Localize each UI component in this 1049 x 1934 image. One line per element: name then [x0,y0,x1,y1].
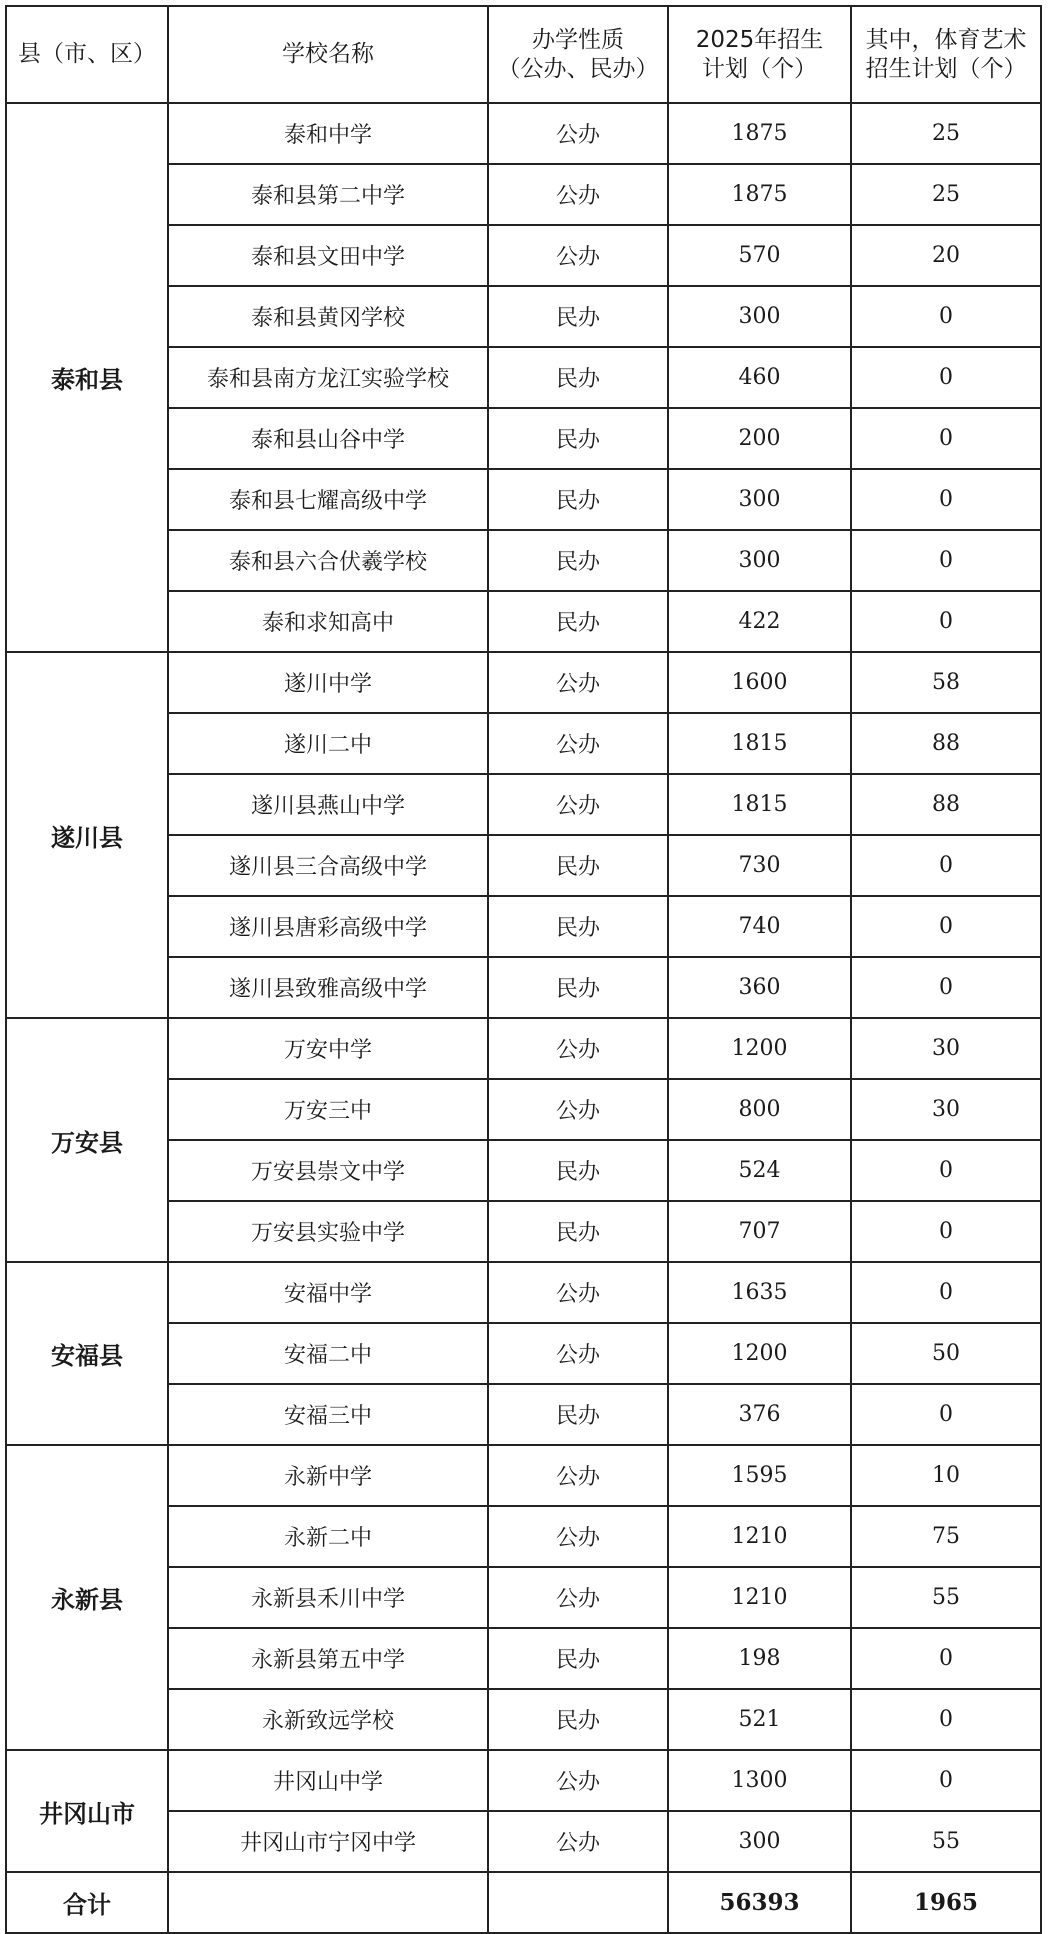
school-nature: 民办 [488,835,668,896]
arts-plan: 0 [851,1750,1041,1811]
school-name: 泰和县六合伏羲学校 [168,530,488,591]
school-name: 遂川县燕山中学 [168,774,488,835]
school-name: 井冈山市宁冈中学 [168,1811,488,1872]
county-name: 安福县 [6,1262,168,1445]
arts-plan: 0 [851,1201,1041,1262]
school-nature: 公办 [488,774,668,835]
arts-plan: 55 [851,1811,1041,1872]
total-label: 合计 [6,1872,168,1933]
county-name: 永新县 [6,1445,168,1750]
enrollment-plan: 570 [668,225,851,286]
arts-plan: 88 [851,713,1041,774]
arts-plan: 55 [851,1567,1041,1628]
enrollment-plan: 300 [668,469,851,530]
enrollment-plan: 1595 [668,1445,851,1506]
table-row [6,103,1041,164]
arts-plan: 30 [851,1079,1041,1140]
school-name: 万安县实验中学 [168,1201,488,1262]
table-body [6,103,1041,1933]
county-name: 遂川县 [6,652,168,1018]
school-name: 遂川县致雅高级中学 [168,957,488,1018]
arts-plan: 0 [851,1689,1041,1750]
enrollment-plan: 730 [668,835,851,896]
header-school: 学校名称 [168,6,488,103]
school-nature: 民办 [488,1201,668,1262]
school-name: 泰和县文田中学 [168,225,488,286]
school-name: 泰和县黄冈学校 [168,286,488,347]
arts-plan: 0 [851,591,1041,652]
enrollment-plan: 740 [668,896,851,957]
school-name: 遂川二中 [168,713,488,774]
school-nature: 民办 [488,1689,668,1750]
enrollment-plan-table [5,5,1042,1934]
enrollment-plan: 1815 [668,713,851,774]
arts-plan: 25 [851,103,1041,164]
enrollment-plan: 460 [668,347,851,408]
enrollment-plan: 1200 [668,1018,851,1079]
table-row [6,1445,1041,1506]
school-nature: 公办 [488,1567,668,1628]
arts-plan: 75 [851,1506,1041,1567]
school-name: 泰和县山谷中学 [168,408,488,469]
school-nature: 民办 [488,286,668,347]
enrollment-plan: 524 [668,1140,851,1201]
school-name: 泰和求知高中 [168,591,488,652]
enrollment-plan: 300 [668,286,851,347]
total-plan: 56393 [668,1872,851,1933]
school-name: 永新二中 [168,1506,488,1567]
school-name: 永新致远学校 [168,1689,488,1750]
school-nature: 公办 [488,1811,668,1872]
header-arts: 其中，体育艺术 招生计划（个） [851,6,1041,103]
table-row [6,1750,1041,1811]
arts-plan: 0 [851,408,1041,469]
total-arts: 1965 [851,1872,1041,1933]
school-name: 万安三中 [168,1079,488,1140]
school-name: 泰和县南方龙江实验学校 [168,347,488,408]
school-nature: 公办 [488,103,668,164]
school-name: 永新县禾川中学 [168,1567,488,1628]
school-name: 遂川中学 [168,652,488,713]
header-nature: 办学性质 （公办、民办） [488,6,668,103]
school-name: 永新县第五中学 [168,1628,488,1689]
header-county: 县（市、区） [6,6,168,103]
enrollment-plan: 1635 [668,1262,851,1323]
school-name: 泰和中学 [168,103,488,164]
school-name: 泰和县七耀高级中学 [168,469,488,530]
school-nature: 公办 [488,1445,668,1506]
arts-plan: 0 [851,1140,1041,1201]
enrollment-plan: 198 [668,1628,851,1689]
total-nature-cell [488,1872,668,1933]
school-nature: 公办 [488,1262,668,1323]
enrollment-plan: 1200 [668,1323,851,1384]
arts-plan: 0 [851,1628,1041,1689]
arts-plan: 25 [851,164,1041,225]
school-nature: 公办 [488,164,668,225]
school-nature: 民办 [488,347,668,408]
school-nature: 民办 [488,1384,668,1445]
enrollment-plan: 200 [668,408,851,469]
school-nature: 民办 [488,1628,668,1689]
school-nature: 公办 [488,1018,668,1079]
school-name: 永新中学 [168,1445,488,1506]
arts-plan: 0 [851,286,1041,347]
enrollment-plan: 300 [668,530,851,591]
arts-plan: 88 [851,774,1041,835]
school-nature: 公办 [488,1506,668,1567]
school-nature: 民办 [488,957,668,1018]
school-name: 井冈山中学 [168,1750,488,1811]
table-row [6,652,1041,713]
total-school-cell [168,1872,488,1933]
school-nature: 公办 [488,652,668,713]
county-name: 万安县 [6,1018,168,1262]
school-nature: 民办 [488,469,668,530]
school-nature: 公办 [488,1750,668,1811]
school-nature: 民办 [488,408,668,469]
county-name: 井冈山市 [6,1750,168,1872]
school-nature: 民办 [488,1140,668,1201]
enrollment-plan: 707 [668,1201,851,1262]
enrollment-plan: 300 [668,1811,851,1872]
arts-plan: 58 [851,652,1041,713]
total-row [6,1872,1041,1933]
enrollment-plan: 1600 [668,652,851,713]
enrollment-plan: 1815 [668,774,851,835]
arts-plan: 30 [851,1018,1041,1079]
arts-plan: 0 [851,530,1041,591]
enrollment-plan: 1875 [668,164,851,225]
header-plan: 2025年招生 计划（个） [668,6,851,103]
school-name: 万安中学 [168,1018,488,1079]
arts-plan: 0 [851,896,1041,957]
header-row [6,6,1041,103]
school-nature: 公办 [488,713,668,774]
table-row [6,1262,1041,1323]
enrollment-plan: 1875 [668,103,851,164]
enrollment-plan: 422 [668,591,851,652]
school-name: 安福三中 [168,1384,488,1445]
arts-plan: 20 [851,225,1041,286]
school-nature: 民办 [488,530,668,591]
school-nature: 公办 [488,1079,668,1140]
arts-plan: 10 [851,1445,1041,1506]
arts-plan: 0 [851,469,1041,530]
enrollment-plan: 1210 [668,1567,851,1628]
school-name: 安福中学 [168,1262,488,1323]
school-nature: 民办 [488,591,668,652]
arts-plan: 0 [851,347,1041,408]
school-nature: 公办 [488,1323,668,1384]
school-nature: 民办 [488,896,668,957]
enrollment-plan: 1300 [668,1750,851,1811]
enrollment-plan: 800 [668,1079,851,1140]
school-nature: 公办 [488,225,668,286]
school-name: 遂川县唐彩高级中学 [168,896,488,957]
table-row [6,1018,1041,1079]
arts-plan: 0 [851,835,1041,896]
enrollment-plan: 360 [668,957,851,1018]
enrollment-plan: 521 [668,1689,851,1750]
enrollment-plan: 1210 [668,1506,851,1567]
county-name: 泰和县 [6,103,168,652]
arts-plan: 50 [851,1323,1041,1384]
school-name: 遂川县三合高级中学 [168,835,488,896]
arts-plan: 0 [851,957,1041,1018]
school-name: 万安县崇文中学 [168,1140,488,1201]
school-name: 泰和县第二中学 [168,164,488,225]
table-header [6,6,1041,103]
school-name: 安福二中 [168,1323,488,1384]
arts-plan: 0 [851,1384,1041,1445]
enrollment-plan: 376 [668,1384,851,1445]
arts-plan: 0 [851,1262,1041,1323]
